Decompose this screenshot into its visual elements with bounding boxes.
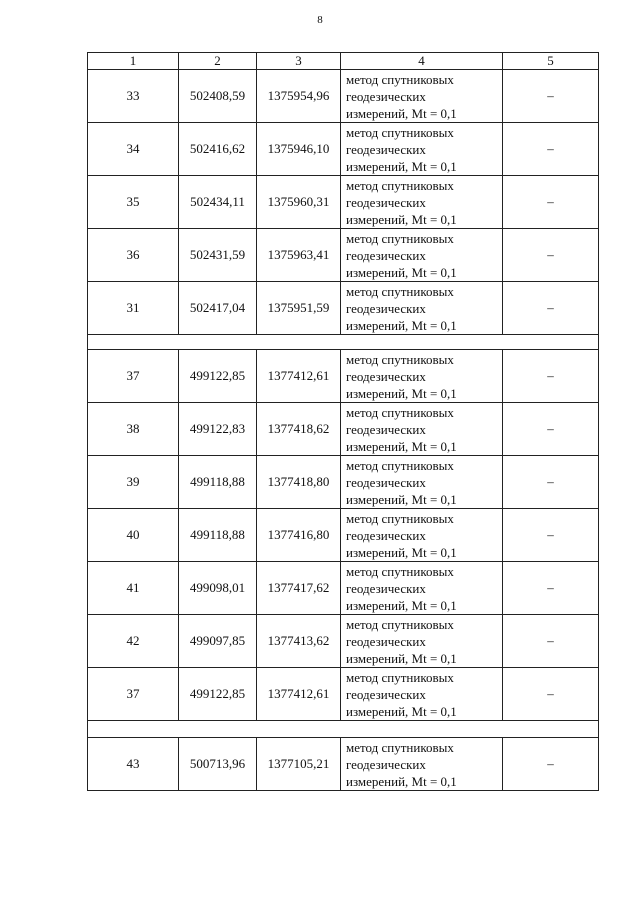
method-line: измерений, Mt = 0,1 [346, 703, 457, 719]
x-coordinate-cell: 502416,62 [179, 123, 257, 176]
point-number-cell: 37 [88, 668, 179, 721]
method-line: метод спутниковых [346, 351, 454, 367]
method-line: метод спутниковых [346, 616, 454, 632]
table-row [88, 70, 599, 123]
dash-mark: – [547, 421, 554, 436]
dash-mark: – [547, 580, 554, 595]
notes-cell [503, 70, 599, 123]
table-row [88, 403, 599, 456]
method-line: метод спутниковых [346, 739, 454, 755]
table-row [88, 176, 599, 229]
notes-cell [503, 229, 599, 282]
x-coordinate-cell: 500713,96 [179, 738, 257, 791]
method-line: метод спутниковых [346, 230, 454, 246]
x-coordinate-cell: 499118,88 [179, 509, 257, 562]
method-line: измерений, Mt = 0,1 [346, 158, 457, 174]
notes-cell [503, 668, 599, 721]
point-number-cell: 40 [88, 509, 179, 562]
method-line: геодезических [346, 88, 426, 104]
table-row [88, 229, 599, 282]
x-coordinate-cell: 499118,88 [179, 456, 257, 509]
point-number-cell: 41 [88, 562, 179, 615]
method-line: геодезических [346, 194, 426, 210]
notes-cell [503, 282, 599, 335]
method-line: геодезических [346, 141, 426, 157]
table-row [88, 562, 599, 615]
notes-cell [503, 123, 599, 176]
method-line: метод спутниковых [346, 563, 454, 579]
y-coordinate-cell: 1375951,59 [257, 282, 341, 335]
dash-mark: – [547, 300, 554, 315]
notes-cell [503, 738, 599, 791]
page-number: 8 [317, 14, 323, 26]
point-number-cell: 37 [88, 350, 179, 403]
table-header-row [88, 53, 599, 70]
table-body [88, 70, 599, 791]
table-row [88, 350, 599, 403]
method-line: измерений, Mt = 0,1 [346, 264, 457, 280]
method-cell [341, 70, 503, 123]
method-line: метод спутниковых [346, 124, 454, 140]
point-number-cell: 31 [88, 282, 179, 335]
point-number-cell: 34 [88, 123, 179, 176]
y-coordinate-cell: 1377416,80 [257, 509, 341, 562]
method-cell [341, 403, 503, 456]
method-cell [341, 123, 503, 176]
method-line: метод спутниковых [346, 669, 454, 685]
y-coordinate-cell: 1377105,21 [257, 738, 341, 791]
dash-mark: – [547, 633, 554, 648]
point-number-cell: 36 [88, 229, 179, 282]
method-line: измерений, Mt = 0,1 [346, 105, 457, 121]
header-col-5: 5 [503, 53, 599, 70]
x-coordinate-cell: 502434,11 [179, 176, 257, 229]
x-coordinate-cell: 502431,59 [179, 229, 257, 282]
table-row [88, 509, 599, 562]
dash-mark: – [547, 474, 554, 489]
dash-mark: – [547, 368, 554, 383]
notes-cell [503, 350, 599, 403]
method-cell [341, 176, 503, 229]
method-line: метод спутниковых [346, 177, 454, 193]
header-col-2: 2 [179, 53, 257, 70]
point-number-cell: 35 [88, 176, 179, 229]
notes-cell [503, 456, 599, 509]
y-coordinate-cell: 1377417,62 [257, 562, 341, 615]
method-line: метод спутниковых [346, 71, 454, 87]
group-separator-row [88, 721, 599, 738]
method-line: геодезических [346, 368, 426, 384]
x-coordinate-cell: 499122,85 [179, 350, 257, 403]
y-coordinate-cell: 1377412,61 [257, 350, 341, 403]
table-row [88, 456, 599, 509]
x-coordinate-cell: 502417,04 [179, 282, 257, 335]
method-cell [341, 229, 503, 282]
dash-mark: – [547, 194, 554, 209]
header-col-3: 3 [257, 53, 341, 70]
table-row [88, 738, 599, 791]
method-line: геодезических [346, 686, 426, 702]
dash-mark: – [547, 686, 554, 701]
method-line: геодезических [346, 756, 426, 772]
method-cell [341, 738, 503, 791]
method-line: метод спутниковых [346, 404, 454, 420]
method-line: геодезических [346, 247, 426, 263]
notes-cell [503, 562, 599, 615]
method-cell [341, 615, 503, 668]
table-row [88, 282, 599, 335]
dash-mark: – [547, 141, 554, 156]
y-coordinate-cell: 1377418,80 [257, 456, 341, 509]
coordinates-table [87, 52, 599, 791]
method-line: измерений, Mt = 0,1 [346, 317, 457, 333]
point-number-cell: 42 [88, 615, 179, 668]
notes-cell [503, 509, 599, 562]
y-coordinate-cell: 1377412,61 [257, 668, 341, 721]
method-line: метод спутниковых [346, 457, 454, 473]
x-coordinate-cell: 499122,85 [179, 668, 257, 721]
method-line: геодезических [346, 527, 426, 543]
method-cell [341, 350, 503, 403]
dash-mark: – [547, 527, 554, 542]
method-line: геодезических [346, 421, 426, 437]
method-line: метод спутниковых [346, 283, 454, 299]
method-line: измерений, Mt = 0,1 [346, 650, 457, 666]
header-col-1: 1 [88, 53, 179, 70]
table-row [88, 615, 599, 668]
group-separator-cell [88, 721, 599, 738]
point-number-cell: 39 [88, 456, 179, 509]
point-number-cell: 43 [88, 738, 179, 791]
point-number-cell: 38 [88, 403, 179, 456]
method-cell [341, 282, 503, 335]
notes-cell [503, 403, 599, 456]
notes-cell [503, 176, 599, 229]
method-line: измерений, Mt = 0,1 [346, 597, 457, 613]
table-row [88, 668, 599, 721]
notes-cell [503, 615, 599, 668]
method-line: измерений, Mt = 0,1 [346, 773, 457, 789]
dash-mark: – [547, 88, 554, 103]
y-coordinate-cell: 1375946,10 [257, 123, 341, 176]
point-number-cell: 33 [88, 70, 179, 123]
method-line: измерений, Mt = 0,1 [346, 438, 457, 454]
y-coordinate-cell: 1375960,31 [257, 176, 341, 229]
header-col-4: 4 [341, 53, 503, 70]
method-line: геодезических [346, 474, 426, 490]
y-coordinate-cell: 1377413,62 [257, 615, 341, 668]
method-line: геодезических [346, 633, 426, 649]
dash-mark: – [547, 247, 554, 262]
dash-mark: – [547, 756, 554, 771]
x-coordinate-cell: 499098,01 [179, 562, 257, 615]
method-cell [341, 562, 503, 615]
x-coordinate-cell: 499097,85 [179, 615, 257, 668]
y-coordinate-cell: 1377418,62 [257, 403, 341, 456]
method-line: метод спутниковых [346, 510, 454, 526]
method-cell [341, 456, 503, 509]
y-coordinate-cell: 1375954,96 [257, 70, 341, 123]
group-separator-row [88, 335, 599, 350]
method-line: измерений, Mt = 0,1 [346, 211, 457, 227]
method-line: измерений, Mt = 0,1 [346, 491, 457, 507]
group-separator-cell [88, 335, 599, 350]
y-coordinate-cell: 1375963,41 [257, 229, 341, 282]
method-line: измерений, Mt = 0,1 [346, 385, 457, 401]
method-line: измерений, Mt = 0,1 [346, 544, 457, 560]
method-line: геодезических [346, 300, 426, 316]
x-coordinate-cell: 499122,83 [179, 403, 257, 456]
x-coordinate-cell: 502408,59 [179, 70, 257, 123]
table-row [88, 123, 599, 176]
method-cell [341, 668, 503, 721]
method-line: геодезических [346, 580, 426, 596]
method-cell [341, 509, 503, 562]
